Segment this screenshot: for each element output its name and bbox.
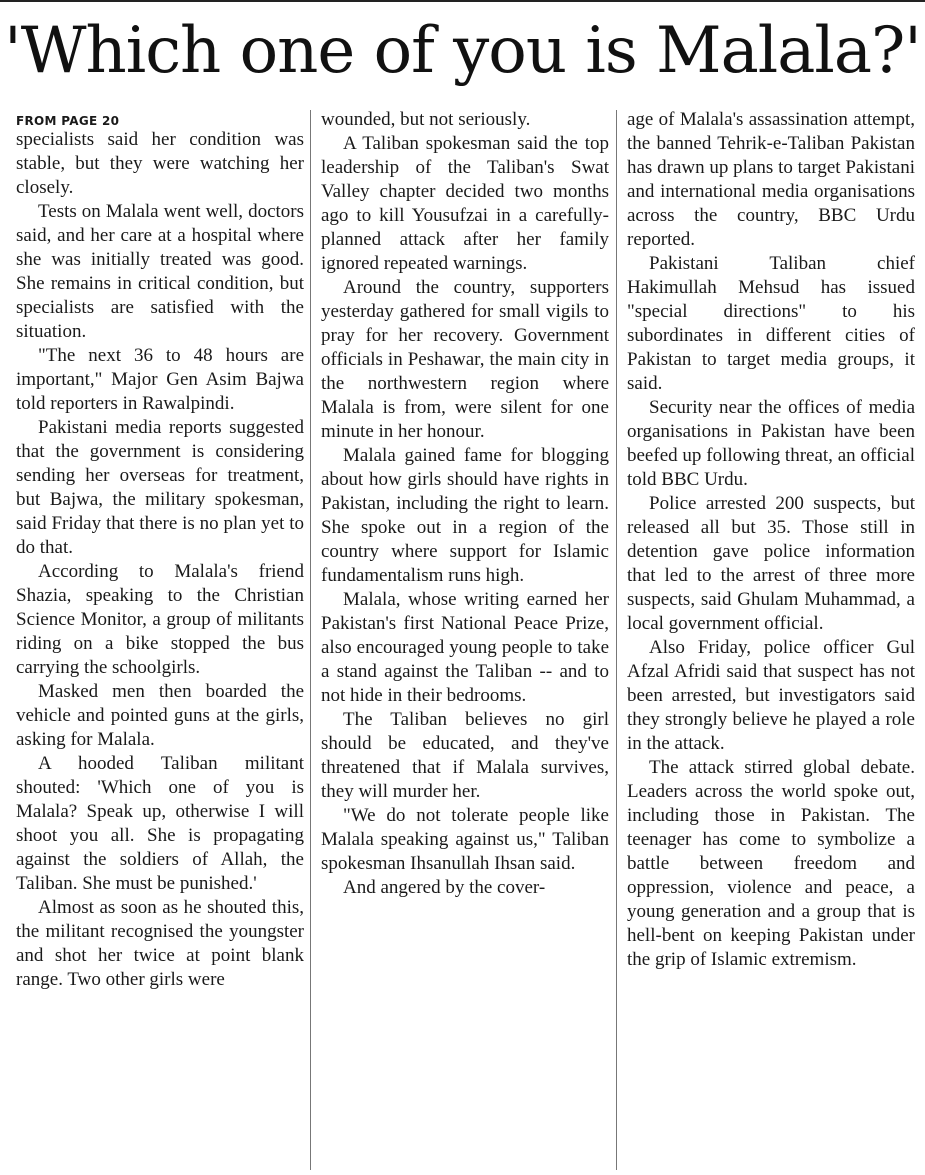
article-body [0, 108, 925, 1175]
column-1 [16, 108, 304, 1172]
paragraph: specialists said her condition was stable, but they were watching her closely. [16, 129, 304, 198]
paragraph: Tests on Malala went well, doctors said, and her care at a hospital where she was initially treated was good. She remains in critical condition, but specialists are satisfied with the situation. [16, 201, 304, 342]
paragraph: Police arrested 200 suspects, but released all but 35. Those still in detention gave police information that led to the arrest of three more suspects, said Ghulam Muhammad, a local government official. [627, 493, 915, 634]
paragraph: Security near the offices of media organisations in Pakistan have been beefed up following threat, an official told BBC Urdu. [627, 397, 915, 490]
top-rule [0, 0, 925, 2]
paragraph: And angered by the cover- [343, 877, 546, 898]
paragraph: age of Malala's assassination attempt, the banned Tehrik-e-Taliban Pakistan has drawn up plans to target Pakistani and international media organisations across the country, BBC Urdu reported. [627, 109, 915, 250]
paragraph: Pakistani media reports suggested that the government is considering sending her overseas for treatment, but Bajwa, the military spokesman, said Friday that there is no plan yet to do that. [16, 417, 304, 558]
paragraph: According to Malala's friend Shazia, speaking to the Christian Science Monitor, a group of militants riding on a bike stopped the bus carrying the schoolgirls. [16, 561, 304, 678]
paragraph: Masked men then boarded the vehicle and pointed guns at the girls, asking for Malala. [16, 681, 304, 750]
paragraph: The attack stirred global debate. Leaders across the world spoke out, including those in Pakistan. The teenager has come to symbolize a battle between freedom and oppression, violence and peace, a young generation and a group that is hell-bent on keeping Pakistan under the grip of Islamic extremism. [627, 757, 915, 970]
headline: 'Which one of you is Malala?' [4, 14, 921, 88]
column-3 [627, 108, 915, 1172]
paragraph: The Taliban believes no girl should be educated, and they've threatened that if Malala survives, they will murder her. [321, 709, 609, 802]
paragraph: A hooded Taliban militant shouted: 'Which one of you is Malala? Speak up, otherwise I will shoot you all. She is propagating against the soldiers of Allah, the Taliban. She must be punished.' [16, 753, 304, 894]
paragraph: Also Friday, police officer Gul Afzal Afridi said that suspect has not been arrested, but investigators said they strongly believe he played a role in the attack. [627, 637, 915, 754]
paragraph: Malala gained fame for blogging about how girls should have rights in Pakistan, including the right to learn. She spoke out in a region of the country where support for Islamic fundamentalism runs high. [321, 445, 609, 586]
paragraph: Almost as soon as he shouted this, the militant recognised the youngster and shot her twice at point blank range. Two other girls were [16, 897, 304, 990]
paragraph: Malala, whose writing earned her Pakistan's first National Peace Prize, also encouraged young people to take a stand against the Taliban -- and to not hide in their bedrooms. [321, 589, 609, 706]
paragraph: Pakistani Taliban chief Hakimullah Mehsud has issued "special directions" to his subordinates in different cities of Pakistan to target media groups, it said. [627, 253, 915, 394]
paragraph: "We do not tolerate people like Malala speaking against us," Taliban spokesman Ihsanullah Ihsan said. [321, 805, 609, 874]
paragraph: A Taliban spokesman said the top leadership of the Taliban's Swat Valley chapter decided two months ago to kill Yousufzai in a carefully-planned attack after her family ignored repeated warnings. [321, 133, 609, 274]
paragraph: "The next 36 to 48 hours are important," Major Gen Asim Bajwa told reporters in Rawalpindi. [16, 345, 304, 414]
paragraph: Around the country, supporters yesterday gathered for small vigils to pray for her recovery. Government officials in Peshawar, the main city in the northwestern region where Malala is from, were silent for one minute in her honour. [321, 277, 609, 442]
kicker: FROM PAGE 20 [16, 114, 120, 128]
paragraph: wounded, but not seriously. [321, 109, 531, 130]
column-2 [321, 108, 609, 1172]
